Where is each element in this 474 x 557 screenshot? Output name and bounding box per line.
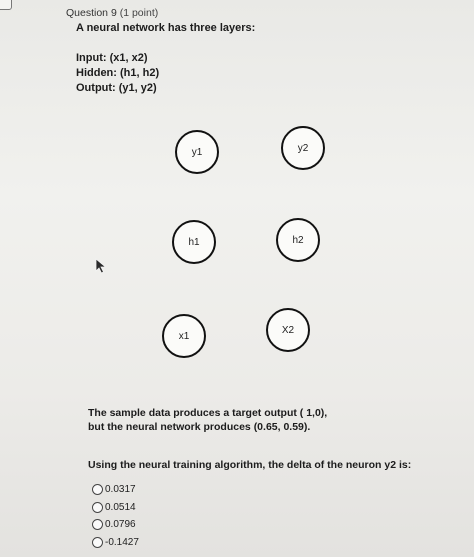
neuron-h2-label: h2 (292, 234, 304, 246)
option-3-label: 0.0796 (105, 519, 136, 530)
radio-button[interactable] (92, 519, 103, 530)
option-1-label: 0.0317 (105, 484, 136, 495)
question-number: Question 9 (66, 7, 117, 19)
neuron-h2 (276, 218, 320, 262)
question-prompt: A neural network has three layers: (76, 22, 256, 34)
instruction-text: Using the neural training algorithm, the delta of the neuron y2 is: (88, 459, 412, 471)
neuron-y1-label: y1 (191, 146, 203, 158)
option-1[interactable] (92, 484, 136, 495)
hidden-layer-line: Hidden: (h1, h2) (76, 67, 160, 79)
neuron-y2-label: y2 (297, 142, 309, 154)
neuron-x1 (162, 314, 206, 358)
neuron-x1-label: x1 (178, 330, 190, 342)
checkbox-corner-icon (0, 0, 12, 10)
option-4[interactable] (92, 537, 139, 548)
input-layer-line: Input: (x1, x2) (76, 52, 148, 64)
question-header (66, 7, 158, 19)
neuron-x2 (266, 308, 310, 352)
radio-button[interactable] (92, 484, 103, 495)
neuron-y2 (281, 126, 325, 170)
neuron-x2-label: X2 (281, 324, 295, 336)
body-line-2: but the neural network produces (0.65, 0.59). (88, 421, 311, 433)
body-line-1: The sample data produces a target output ( 1,0), (88, 407, 328, 419)
option-4-label: -0.1427 (105, 537, 139, 548)
option-2[interactable] (92, 502, 136, 513)
output-layer-line: Output: (y1, y2) (76, 82, 157, 94)
mouse-pointer-icon (95, 258, 109, 274)
neuron-h1-label: h1 (188, 236, 200, 248)
option-3[interactable] (92, 519, 136, 530)
question-points: (1 point) (119, 7, 159, 19)
neuron-y1 (175, 130, 219, 174)
radio-button[interactable] (92, 502, 103, 513)
radio-button[interactable] (92, 537, 103, 548)
option-2-label: 0.0514 (105, 502, 136, 513)
neuron-h1 (172, 220, 216, 264)
